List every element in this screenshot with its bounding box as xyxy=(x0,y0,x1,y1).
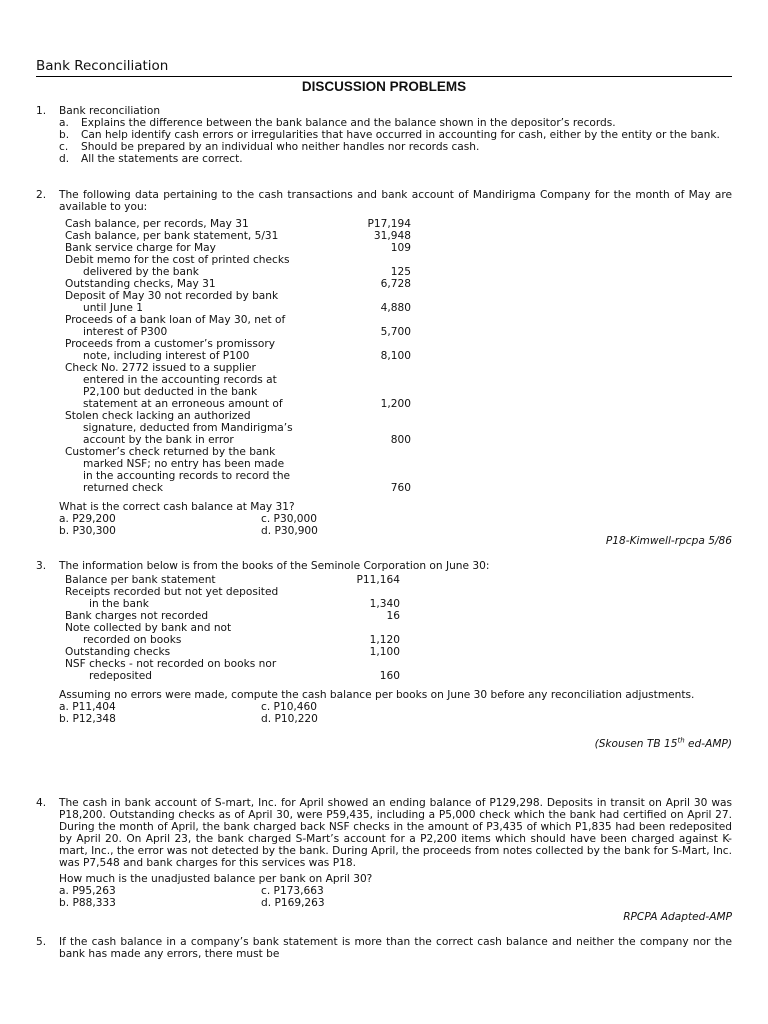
option-b xyxy=(59,129,732,141)
data-row xyxy=(65,658,400,670)
data-row xyxy=(65,242,411,254)
data-row xyxy=(65,398,411,410)
row-amount: 16 xyxy=(386,610,400,622)
row-label: Bank service charge for May xyxy=(65,242,216,254)
row-label: P2,100 but deducted in the bank xyxy=(83,386,258,398)
data-row xyxy=(65,362,411,374)
question-prompt: Assuming no errors were made, compute the cash balance per books on June 30 before any reconciliation adjustments. xyxy=(59,689,695,701)
question-1 xyxy=(36,105,732,165)
answer-choices xyxy=(59,513,732,537)
row-label: note, including interest of P100 xyxy=(83,350,250,362)
row-label: Customer’s check returned by the bank xyxy=(65,446,276,458)
row-amount: 800 xyxy=(390,434,411,446)
data-row xyxy=(65,314,411,326)
question-4 xyxy=(36,797,732,909)
choice-d: d. P30,900 xyxy=(261,525,318,537)
row-label: until June 1 xyxy=(83,302,144,314)
option-letter: a. xyxy=(59,117,69,129)
row-label: statement at an erroneous amount of xyxy=(83,398,283,410)
row-amount: 4,880 xyxy=(380,302,411,314)
answer-choices xyxy=(59,701,732,725)
question-title: Bank reconciliation xyxy=(59,105,161,117)
row-amount: 1,100 xyxy=(369,646,400,658)
row-label: account by the bank in error xyxy=(83,434,234,446)
question-intro: The cash in bank account of S-mart, Inc. for April showed an ending balance of P129,298. Deposits in transit on April 30 was P18,200. Outstanding checks as of April 30, were P59,435, including a P5,000 check which the bank had certified on April 27. During the month of April, the bank charged back NSF checks in the amount of P3,435 of which P1,835 had been redeposited by April 20. On April 23, the bank charged S-Mart’s account for a P2,200 items which should have been charged against K-mart, Inc., the error was not detected by the bank. During April, the proceeds from notes collected by the bank for S-Mart, Inc. was P7,548 and bank charges for this services was P18. xyxy=(59,797,732,869)
question-prompt: How much is the unadjusted balance per bank on April 30? xyxy=(59,873,373,885)
data-row xyxy=(65,574,400,586)
answer-choices xyxy=(59,885,732,909)
row-amount: P11,164 xyxy=(356,574,400,586)
choice-a: a. P29,200 xyxy=(59,513,116,525)
choice-b: b. P12,348 xyxy=(59,713,116,725)
running-header: Bank Reconciliation xyxy=(36,58,169,74)
data-row xyxy=(65,434,411,446)
row-label: Stolen check lacking an authorized xyxy=(65,410,251,422)
option-text: Can help identify cash errors or irregularities that have occurred in accounting for cash, either by the entity or the bank. xyxy=(81,129,720,141)
option-letter: c. xyxy=(59,141,69,153)
row-amount: 760 xyxy=(390,482,411,494)
option-letter: d. xyxy=(59,153,70,165)
row-label: Outstanding checks, May 31 xyxy=(65,278,216,290)
data-row xyxy=(65,386,411,398)
question-5 xyxy=(36,936,732,960)
row-label: Proceeds from a customer’s promissory xyxy=(65,338,276,350)
data-row xyxy=(65,290,411,302)
row-label: Cash balance, per records, May 31 xyxy=(65,218,249,230)
question-number: 1. xyxy=(36,105,47,117)
row-label: in the bank xyxy=(89,598,149,610)
data-row xyxy=(65,646,400,658)
source-citation: RPCPA Adapted-AMP xyxy=(623,911,732,923)
choice-c: c. P10,460 xyxy=(261,701,318,713)
choice-d: d. P10,220 xyxy=(261,713,318,725)
data-row xyxy=(65,634,400,646)
question-number: 3. xyxy=(36,560,47,572)
row-label: Receipts recorded but not yet deposited xyxy=(65,586,279,598)
row-label: Note collected by bank and not xyxy=(65,622,232,634)
source-text: ed-AMP) xyxy=(684,738,732,750)
source-superscript: th xyxy=(677,736,685,745)
question-2 xyxy=(36,189,732,537)
question-prompt: What is the correct cash balance at May 31? xyxy=(59,501,295,513)
row-label: entered in the accounting records at xyxy=(83,374,277,386)
row-label: Deposit of May 30 not recorded by bank xyxy=(65,290,279,302)
question-intro: The following data pertaining to the cash transactions and bank account of Mandirigma Company for the month of May are available to you: xyxy=(59,189,732,213)
row-amount: 125 xyxy=(390,266,411,278)
row-label: redeposited xyxy=(89,670,152,682)
row-label: Proceeds of a bank loan of May 30, net of xyxy=(65,314,286,326)
row-label: delivered by the bank xyxy=(83,266,199,278)
row-label: returned check xyxy=(83,482,164,494)
row-amount: 8,100 xyxy=(380,350,411,362)
data-row xyxy=(65,670,400,682)
row-amount: 160 xyxy=(379,670,400,682)
data-row xyxy=(65,302,411,314)
section-title: DISCUSSION PROBLEMS xyxy=(301,79,467,94)
choice-b: b. P88,333 xyxy=(59,897,116,909)
data-row xyxy=(65,470,411,482)
question-number: 2. xyxy=(36,189,47,201)
row-label: marked NSF; no entry has been made xyxy=(83,458,285,470)
choice-a: a. P95,263 xyxy=(59,885,116,897)
choice-a: a. P11,404 xyxy=(59,701,116,713)
data-row xyxy=(65,610,400,622)
data-row xyxy=(65,254,411,266)
row-label: Debit memo for the cost of printed checks xyxy=(65,254,290,266)
question-intro: The information below is from the books of the Seminole Corporation on June 30: xyxy=(59,560,490,572)
data-row xyxy=(65,350,411,362)
row-label: Bank charges not recorded xyxy=(65,610,209,622)
data-row xyxy=(65,266,411,278)
question-number: 4. xyxy=(36,797,47,809)
data-row xyxy=(65,622,400,634)
option-c xyxy=(59,141,732,153)
row-label: in the accounting records to record the xyxy=(83,470,291,482)
option-a xyxy=(59,117,732,129)
row-amount: 5,700 xyxy=(380,326,411,338)
choice-b: b. P30,300 xyxy=(59,525,116,537)
option-list xyxy=(59,117,732,165)
data-row xyxy=(65,218,411,230)
data-row xyxy=(65,410,411,422)
choice-c: c. P173,663 xyxy=(261,885,324,897)
data-row xyxy=(65,446,411,458)
data-table xyxy=(65,218,411,494)
question-3 xyxy=(36,560,732,725)
data-row xyxy=(65,326,411,338)
data-row xyxy=(65,338,411,350)
data-row xyxy=(65,422,411,434)
row-amount: 1,200 xyxy=(380,398,411,410)
question-intro: If the cash balance in a company’s bank statement is more than the correct cash balance and neither the company nor the bank has made any errors, there must be xyxy=(59,936,732,960)
data-row xyxy=(65,230,411,242)
row-label: signature, deducted from Mandirigma’s xyxy=(83,422,293,434)
data-row xyxy=(65,278,411,290)
option-text: All the statements are correct. xyxy=(81,153,243,165)
header-rule xyxy=(36,76,732,77)
option-text: Explains the difference between the bank balance and the balance shown in the depositor’s records. xyxy=(81,117,616,129)
data-row xyxy=(65,598,400,610)
source-text: (Skousen TB 15 xyxy=(594,738,678,750)
data-row xyxy=(65,586,400,598)
data-table xyxy=(65,574,400,682)
data-row xyxy=(65,482,411,494)
row-label: Balance per bank statement xyxy=(65,574,216,586)
option-text: Should be prepared by an individual who neither handles nor records cash. xyxy=(81,141,480,153)
row-label: Check No. 2772 issued to a supplier xyxy=(65,362,256,374)
row-amount: 31,948 xyxy=(373,230,411,242)
row-label: recorded on books xyxy=(83,634,182,646)
data-row xyxy=(65,458,411,470)
source-citation: P18-Kimwell-rpcpa 5/86 xyxy=(605,535,732,547)
option-d xyxy=(59,153,732,165)
row-amount: P17,194 xyxy=(367,218,411,230)
row-label: Cash balance, per bank statement, 5/31 xyxy=(65,230,279,242)
row-label: NSF checks - not recorded on books nor xyxy=(65,658,277,670)
row-label: interest of P300 xyxy=(83,326,168,338)
option-letter: b. xyxy=(59,129,70,141)
row-amount: 109 xyxy=(390,242,411,254)
row-amount: 1,120 xyxy=(369,634,400,646)
question-number: 5. xyxy=(36,936,47,948)
row-amount: 1,340 xyxy=(369,598,400,610)
choice-d: d. P169,263 xyxy=(261,897,325,909)
source-citation xyxy=(595,738,732,750)
choice-c: c. P30,000 xyxy=(261,513,318,525)
row-amount: 6,728 xyxy=(380,278,411,290)
row-label: Outstanding checks xyxy=(65,646,171,658)
data-row xyxy=(65,374,411,386)
